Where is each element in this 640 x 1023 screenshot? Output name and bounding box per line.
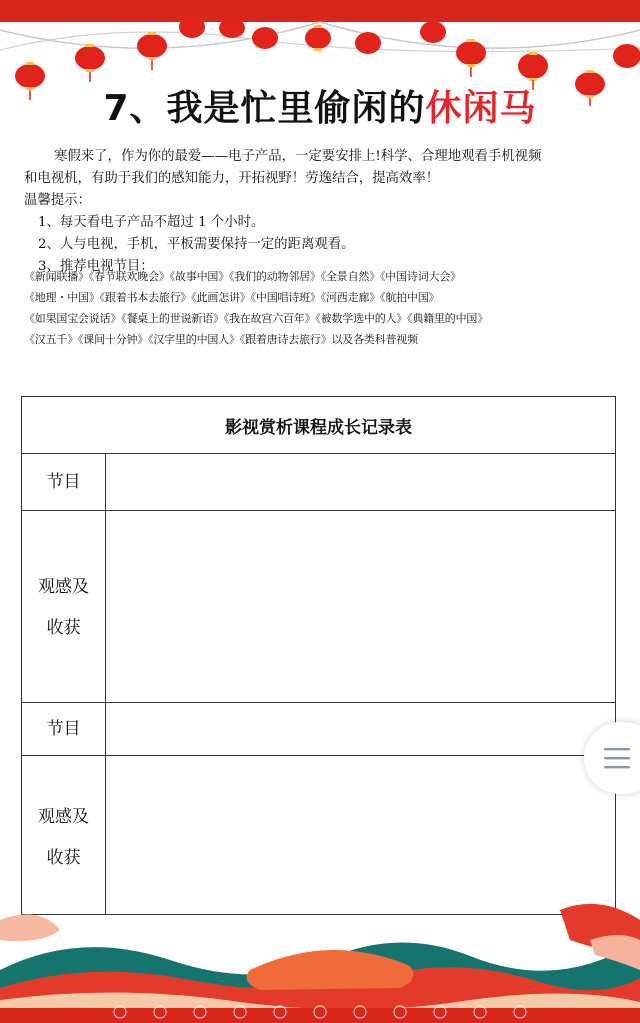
tip-3: 3、推荐电视节目： — [38, 259, 154, 274]
menu-icon — [604, 746, 630, 770]
page-title — [0, 80, 640, 131]
row-program-label: 节目 — [46, 472, 81, 492]
program-line-1: 《新闻联播》《春节联欢晚会》《故事中国》《我们的动物邻居》《全景自然》《中国诗词大会》 — [24, 270, 461, 283]
table-header: 影视赏析课程成长记录表 — [22, 397, 615, 454]
intro-section — [24, 146, 624, 278]
row-reflection-label-a: 观感及 — [38, 807, 89, 827]
program-input-cell[interactable] — [106, 703, 615, 754]
reflection-input-cell[interactable] — [106, 756, 615, 914]
reflection-input-cell[interactable] — [106, 511, 615, 701]
program-line-4: 《汉五千》《课间十分钟》《汉字里的中国人》《跟着唐诗去旅行》以及各类科普视频 — [24, 333, 418, 346]
tip-1: 1、每天看电子产品不超过 1 个小时。 — [38, 215, 265, 230]
program-input-cell[interactable] — [106, 454, 615, 509]
program-list — [24, 266, 634, 350]
tip-2: 2、人与电视，手机，平板需要保持一定的距离观看。 — [38, 237, 355, 252]
row-program-label: 节目 — [46, 719, 81, 739]
title-prefix: 7、我是忙里偷闲的 — [103, 88, 426, 129]
intro-line-1: 寒假来了，作为你的最爱——电子产品，一定要安排上!科学、合理地观看手机视频 — [54, 149, 542, 164]
program-line-3: 《如果国宝会说话》《餐桌上的世说新语》《我在故宫六百年》《被数学选中的人》《典籍里的中国》 — [24, 312, 488, 325]
title-highlight: 休闲马 — [425, 88, 537, 129]
row-reflection-label-b: 收获 — [46, 618, 81, 638]
intro-line-2: 和电视机，有助于我们的感知能力，开拓视野！劳逸结合，提高效率！ — [24, 171, 440, 186]
row-reflection-label-a: 观感及 — [38, 577, 89, 597]
growth-record-table — [21, 396, 616, 915]
program-line-2: 《地理・中国》《跟着书本去旅行》《此画怎讲》《中国唱诗班》《河西走廊》《航拍中国》 — [24, 291, 440, 304]
row-reflection-label-b: 收获 — [46, 848, 81, 868]
tips-title: 温馨提示： — [24, 193, 91, 208]
festive-wave-footer-decoration — [0, 900, 640, 1023]
